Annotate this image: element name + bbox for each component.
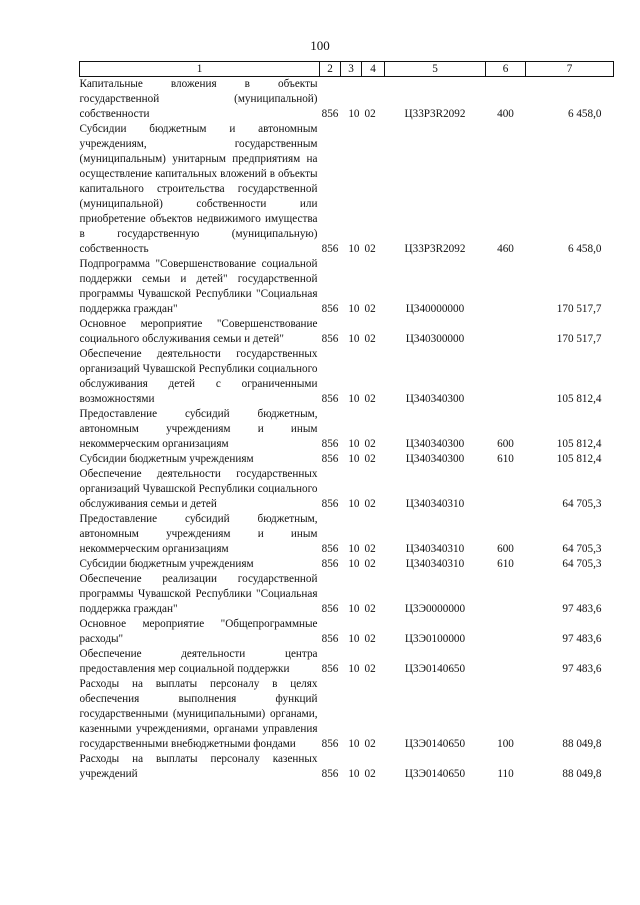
subsection-code: 02 (364, 108, 376, 120)
admin-code: 856 (321, 603, 339, 615)
expense-type-code (486, 347, 526, 407)
row-description: Основное мероприятие "Совершенствование социального обслуживания семьи и детей" (79, 318, 318, 345)
subsection-code: 02 (364, 438, 376, 450)
section-code: 10 (348, 603, 360, 615)
subsection-code: 02 (364, 303, 376, 315)
column-header: 1 (80, 62, 320, 77)
table-row (80, 557, 614, 572)
row-description: Предоставление субсидий бюджетным, автономным учреждениям и иным некоммерческим организациям (79, 408, 318, 450)
section-code: 10 (348, 108, 360, 120)
amount-value: 97 483,6 (562, 603, 602, 615)
section-code: 10 (348, 663, 360, 675)
amount-value: 88 049,8 (562, 738, 602, 750)
column-header: 7 (526, 62, 614, 77)
target-article-code: Ц3Э0140650 (404, 663, 466, 675)
section-code: 10 (348, 498, 360, 510)
page-number: 100 (310, 38, 330, 53)
target-article-code: Ц3Э0140650 (404, 768, 466, 780)
subsection-code: 02 (364, 633, 376, 645)
admin-code: 856 (321, 393, 339, 405)
column-header: 4 (362, 62, 385, 77)
table-row (80, 572, 614, 617)
target-article-code: Ц33Р3R2092 (404, 243, 466, 255)
table-row (80, 647, 614, 677)
expense-type-code: 110 (497, 768, 514, 780)
column-header: 2 (320, 62, 341, 77)
row-description: Субсидии бюджетным и автономным учреждениям, государственным (муниципальным) унитарным предприятиям на осуществление капитальных вложений в объекты капитального строительства государственной (муниципальной) собственности или приобретение объектов недвижимого имущества в государственную (муниципальную) собственность (79, 123, 318, 255)
expense-type-code: 400 (497, 108, 514, 120)
section-code: 10 (348, 558, 360, 570)
subsection-code: 02 (364, 333, 376, 345)
amount-value: 64 705,3 (562, 543, 602, 555)
expense-type-code (486, 572, 526, 617)
table-row (80, 257, 614, 317)
table-row (80, 512, 614, 557)
admin-code: 856 (321, 768, 339, 780)
amount-value: 6 458,0 (567, 108, 602, 120)
budget-table (79, 61, 614, 782)
table-row (80, 317, 614, 347)
section-code: 10 (348, 738, 360, 750)
amount-value: 64 705,3 (562, 558, 602, 570)
row-description: Субсидии бюджетным учреждениям (79, 453, 254, 465)
target-article-code: Ц340340300 (405, 453, 465, 465)
section-code: 10 (348, 768, 360, 780)
row-description: Расходы на выплаты персоналу казенных учреждений (79, 753, 318, 780)
expense-type-code: 610 (497, 453, 514, 465)
column-header: 3 (341, 62, 362, 77)
expense-type-code (486, 257, 526, 317)
admin-code: 856 (321, 108, 339, 120)
subsection-code: 02 (364, 498, 376, 510)
row-description: Обеспечение деятельности центра предоставления мер социальной поддержки (79, 648, 318, 675)
target-article-code: Ц340340310 (405, 558, 465, 570)
admin-code: 856 (321, 243, 339, 255)
expense-type-code: 600 (497, 543, 514, 555)
section-code: 10 (348, 333, 360, 345)
row-description: Предоставление субсидий бюджетным, автономным учреждениям и иным некоммерческим организациям (79, 513, 318, 555)
column-header: 6 (486, 62, 526, 77)
expense-type-code: 460 (497, 243, 514, 255)
table-row (80, 452, 614, 467)
subsection-code: 02 (364, 453, 376, 465)
table-row (80, 752, 614, 782)
expense-type-code: 600 (497, 438, 514, 450)
amount-value: 170 517,7 (556, 303, 602, 315)
expense-type-code (486, 647, 526, 677)
target-article-code: Ц33Р3R2092 (404, 108, 466, 120)
row-description: Обеспечение деятельности государственных организаций Чувашской Республики социального обслуживания семьи и детей (79, 468, 318, 510)
table-row (80, 77, 614, 123)
row-description: Обеспечение реализации государственной программы Чувашской Республики "Социальная поддержка граждан" (79, 573, 318, 615)
table-row (80, 617, 614, 647)
amount-value: 64 705,3 (562, 498, 602, 510)
section-code: 10 (348, 453, 360, 465)
subsection-code: 02 (364, 558, 376, 570)
section-code: 10 (348, 438, 360, 450)
admin-code: 856 (321, 333, 339, 345)
column-header: 5 (385, 62, 486, 77)
target-article-code: Ц340340300 (405, 438, 465, 450)
admin-code: 856 (321, 558, 339, 570)
subsection-code: 02 (364, 543, 376, 555)
expense-type-code: 100 (497, 738, 514, 750)
admin-code: 856 (321, 663, 339, 675)
target-article-code: Ц340340310 (405, 543, 465, 555)
amount-value: 105 812,4 (556, 438, 602, 450)
subsection-code: 02 (364, 738, 376, 750)
section-code: 10 (348, 393, 360, 405)
subsection-code: 02 (364, 663, 376, 675)
expense-type-code (486, 317, 526, 347)
table-row (80, 407, 614, 452)
admin-code: 856 (321, 453, 339, 465)
amount-value: 97 483,6 (562, 663, 602, 675)
section-code: 10 (348, 303, 360, 315)
table-row (80, 467, 614, 512)
admin-code: 856 (321, 438, 339, 450)
row-description: Основное мероприятие "Общепрограммные расходы" (79, 618, 318, 645)
target-article-code: Ц340000000 (405, 303, 465, 315)
row-description: Подпрограмма "Совершенствование социальной поддержки семьи и детей" государственной программы Чувашской Республики "Социальная поддержка граждан" (79, 258, 318, 315)
target-article-code: Ц3Э0100000 (404, 633, 466, 645)
target-article-code: Ц340340300 (405, 393, 465, 405)
subsection-code: 02 (364, 768, 376, 780)
admin-code: 856 (321, 633, 339, 645)
row-description: Обеспечение деятельности государственных организаций Чувашской Республики социального обслуживания детей с ограниченными возможностями (79, 348, 318, 405)
expense-type-code (486, 617, 526, 647)
admin-code: 856 (321, 498, 339, 510)
subsection-code: 02 (364, 603, 376, 615)
amount-value: 105 812,4 (556, 453, 602, 465)
admin-code: 856 (321, 543, 339, 555)
table-row (80, 122, 614, 257)
table-header-row (80, 62, 614, 77)
amount-value: 170 517,7 (556, 333, 602, 345)
amount-value: 97 483,6 (562, 633, 602, 645)
amount-value: 88 049,8 (562, 768, 602, 780)
row-description: Субсидии бюджетным учреждениям (79, 558, 254, 570)
target-article-code: Ц340300000 (405, 333, 465, 345)
row-description: Расходы на выплаты персоналу в целях обеспечения выполнения функций государственными (муниципальными) органами, казенными учреждениями, органами управления государственными внебюджетными фондами (79, 678, 318, 750)
table-row (80, 677, 614, 752)
target-article-code: Ц3Э0140650 (404, 738, 466, 750)
section-code: 10 (348, 243, 360, 255)
expense-type-code (486, 467, 526, 512)
target-article-code: Ц340340310 (405, 498, 465, 510)
target-article-code: Ц3Э0000000 (404, 603, 466, 615)
subsection-code: 02 (364, 243, 376, 255)
subsection-code: 02 (364, 393, 376, 405)
amount-value: 105 812,4 (556, 393, 602, 405)
admin-code: 856 (321, 738, 339, 750)
row-description: Капитальные вложения в объекты государственной (муниципальной) собственности (79, 78, 318, 120)
section-code: 10 (348, 633, 360, 645)
amount-value: 6 458,0 (567, 243, 602, 255)
admin-code: 856 (321, 303, 339, 315)
expense-type-code: 610 (497, 558, 514, 570)
table-row (80, 347, 614, 407)
section-code: 10 (348, 543, 360, 555)
